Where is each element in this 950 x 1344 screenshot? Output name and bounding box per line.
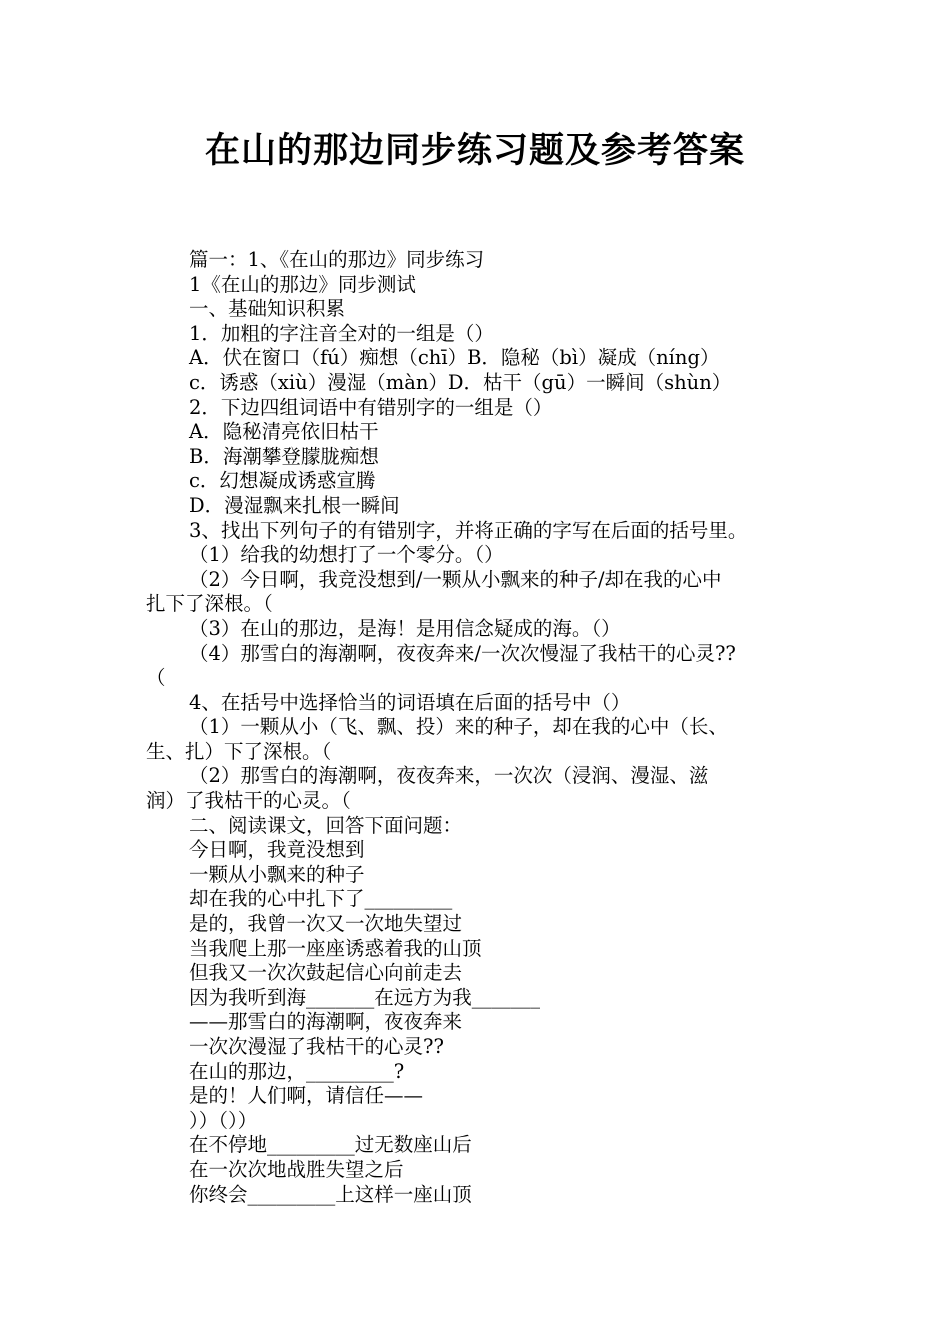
sub-question: （2）那雪白的海潮啊，夜夜奔来，一次次（浸润、漫湿、滋 [189,764,709,788]
sub-question-continuation: 生、扎）下了深根。（ [146,739,332,763]
text-line: 1《在山的那边》同步测试 [189,272,416,296]
poem-line: 一颗从小飘来的种子 [189,862,365,886]
sub-question: （1）给我的幼想打了一个零分。（） [189,543,504,567]
answer-option: c．诱惑（xiù）漫湿（màn）D．枯干（gū）一瞬间（shùn） [189,370,732,394]
poem-line: 当我爬上那一座座诱惑着我的山顶 [189,936,482,960]
poem-line: 在一次次地战胜失望之后 [189,1157,404,1181]
answer-option: D．漫湿飘来扎根一瞬间 [189,493,400,517]
answer-option: A．隐秘清亮依旧枯干 [189,420,379,444]
answer-option: c．幻想凝成诱惑宣腾 [189,469,376,493]
question: 3、找出下列句子的有错别字，并将正确的字写在后面的括号里。 [189,518,748,542]
document-body [146,248,818,1207]
poem-line: 因为我听到海_______在远方为我_______ [189,985,541,1009]
sub-question-continuation: 润）了我枯干的心灵。（ [146,789,351,813]
sub-question: （2）今日啊，我竞没想到/一颗从小飘来的种子/却在我的心中 [189,567,722,591]
answer-option: B．海潮攀登朦胧痴想 [189,444,379,468]
sub-question-continuation: （ [146,666,166,690]
section-heading: 二、阅读课文，回答下面问题： [189,813,463,837]
poem-line: 一次次漫湿了我枯干的心灵?? [189,1035,444,1058]
text-line: 篇一：1、《在山的那边》同步练习 [189,248,485,271]
poem-line: 今日啊，我竟没想到 [189,838,365,862]
poem-line: ））（）） [189,1108,258,1132]
sub-question: （4）那雪白的海潮啊，夜夜奔来/一次次慢湿了我枯干的心灵?? [189,641,736,665]
poem-line: 却在我的心中扎下了_________ [189,887,453,911]
page-title: 在山的那边同步练习题及参考答案 [204,131,745,171]
question: 2．下边四组词语中有错别字的一组是（） [189,395,553,419]
poem-line: ——那雪白的海潮啊，夜夜奔来 [189,1010,463,1034]
question: 1．加粗的字注音全对的一组是（） [189,321,494,345]
poem-line: 在山的那边，_________? [189,1059,405,1083]
sub-question: （3）在山的那边，是海！是用信念疑成的海。（） [189,616,621,640]
section-heading: 一、基础知识积累 [189,297,346,321]
poem-line: 你终会_________上这样一座山顶 [189,1182,472,1206]
answer-option: A．伏在窗口（fú）痴想（chī）B．隐秘（bì）凝成（níng） [189,346,720,370]
sub-question-continuation: 扎下了深根。（ [146,592,273,616]
poem-line: 是的，我曾一次又一次地失望过 [189,912,463,936]
poem-line: 但我又一次次鼓起信心向前走去 [189,961,463,985]
question: 4、在括号中选择恰当的词语填在后面的括号中（） [189,690,631,714]
sub-question: （1）一颗从小（飞、飘、投）来的种子，却在我的心中（长、 [189,715,728,739]
poem-line: 在不停地_________过无数座山后 [189,1133,472,1157]
poem-line: 是的！人们啊，请信任—— [189,1084,424,1108]
